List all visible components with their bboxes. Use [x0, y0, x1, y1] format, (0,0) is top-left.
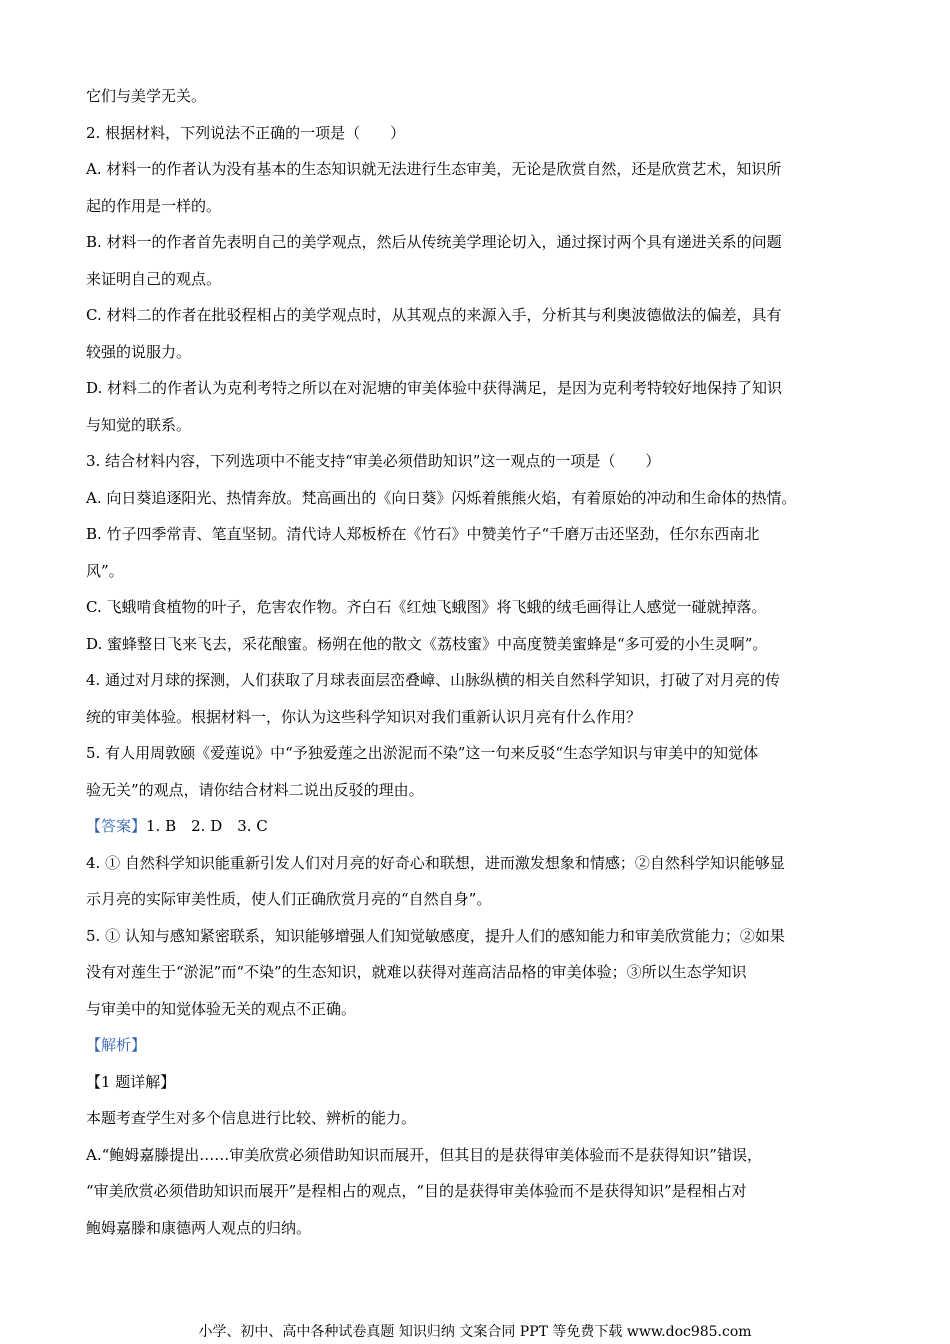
document-body [86, 78, 876, 1246]
detail-text: 鲍姆嘉滕和康德两人观点的归纳。 [86, 1218, 312, 1237]
question-3: 3. 结合材料内容，下列选项中不能支持“审美必须借助知识”这一观点的一项是（ ） [86, 452, 661, 470]
answer-label: 【答案】 [86, 817, 147, 835]
option-text: C. 材料二的作者在批驳程相占的美学观点时，从其观点的来源入手，分析其与利奥波德做法的偏差，具有 [86, 306, 782, 324]
answer-line [86, 808, 876, 845]
answer-text: 5. ① 认知与感知紧密联系，知识能够增强人们知觉敏感度，提升人们的感知能力和审美欣赏能力；②如果 [86, 926, 785, 945]
answer-text: 没有对莲生于“淤泥”而“不染”的生态知识，就难以获得对莲高洁品格的审美体验；③所以生态学知识 [86, 963, 747, 981]
page-footer: 小学、初中、高中各种试卷真题 知识归纳 文案合同 PPT 等免费下载 www.doc985.com [198, 1324, 752, 1340]
option-text: C. 飞蛾啃食植物的叶子，危害农作物。齐白石《红烛飞蛾图》将飞蛾的绒毛画得让人感觉一碰就掉落。 [86, 598, 767, 616]
option-text: A. 向日葵追逐阳光、热情奔放。梵高画出的《向日葵》闪烁着熊熊火焰，有着原始的冲动和生命体的热情。 [86, 488, 797, 507]
question-5: 5. 有人用周敦颐《爱莲说》中“予独爱莲之出淤泥而不染”这一句来反驳“生态学知识与审美中的知觉体 [86, 744, 759, 762]
answer-text: 4. ① 自然科学知识能重新引发人们对月亮的好奇心和联想，进而激发想象和情感；②自然科学知识能够显 [86, 853, 785, 872]
question-text: 统的审美体验。根据材料一，你认为这些科学知识对我们重新认识月亮有什么作用？ [86, 707, 642, 726]
option-text: 起的作用是一样的。 [86, 196, 222, 215]
question-4: 4. 通过对月球的探测，人们获取了月球表面层峦叠嶂、山脉纵横的相关自然科学知识，打破了对月亮的传 [86, 671, 781, 689]
option-text: A. 材料一的作者认为没有基本的生态知识就无法进行生态审美，无论是欣赏自然，还是欣赏艺术，知识所 [86, 160, 782, 178]
option-text: 来证明自己的观点。 [86, 269, 222, 288]
option-text: 较强的说服力。 [86, 342, 192, 361]
detail-text: 本题考查学生对多个信息进行比较、辨析的能力。 [86, 1109, 417, 1127]
text-line: 它们与美学无关。 [86, 87, 207, 105]
option-text: 风”。 [86, 561, 124, 580]
answer-text: 与审美中的知觉体验无关的观点不正确。 [86, 999, 357, 1018]
option-text: D. 蜜蜂整日飞来飞去，采花酿蜜。杨朔在他的散文《荔枝蜜》中高度赞美蜜蜂是“多可爱的小生灵啊”。 [86, 634, 768, 653]
option-text: B. 材料一的作者首先表明自己的美学观点，然后从传统美学理论切入，通过探讨两个具有递进关系的问题 [86, 233, 782, 251]
answer-choices: 1. B 2. D 3. C [146, 817, 268, 835]
question-2: 2. 根据材料，下列说法不正确的一项是（ ） [86, 123, 406, 142]
question-text: 验无关”的观点，请你结合材料二说出反驳的理由。 [86, 780, 424, 799]
option-text: 与知觉的联系。 [86, 415, 192, 434]
analysis-line [86, 1027, 876, 1064]
detail-text: “审美欣赏必须借助知识而展开”是程相占的观点，“目的是获得审美体验而不是获得知识”是程相占对 [86, 1182, 747, 1200]
option-text: D. 材料二的作者认为克利考特之所以在对泥塘的审美体验中获得满足，是因为克利考特较好地保持了知识 [86, 379, 783, 397]
answer-text: 示月亮的实际审美性质，使人们正确欣赏月亮的“自然自身”。 [86, 890, 492, 908]
analysis-label: 【解析】 [86, 1036, 147, 1054]
option-text: B. 竹子四季常青、笔直坚韧。清代诗人郑板桥在《竹石》中赞美竹子“千磨万击还坚劲，任尔东西南北 [86, 525, 760, 543]
detail-text: A.“鲍姆嘉滕提出……审美欣赏必须借助知识而展开，但其目的是获得审美体验而不是获得知识”错误， [86, 1145, 762, 1164]
detail-heading: 【1 题详解】 [86, 1072, 176, 1091]
